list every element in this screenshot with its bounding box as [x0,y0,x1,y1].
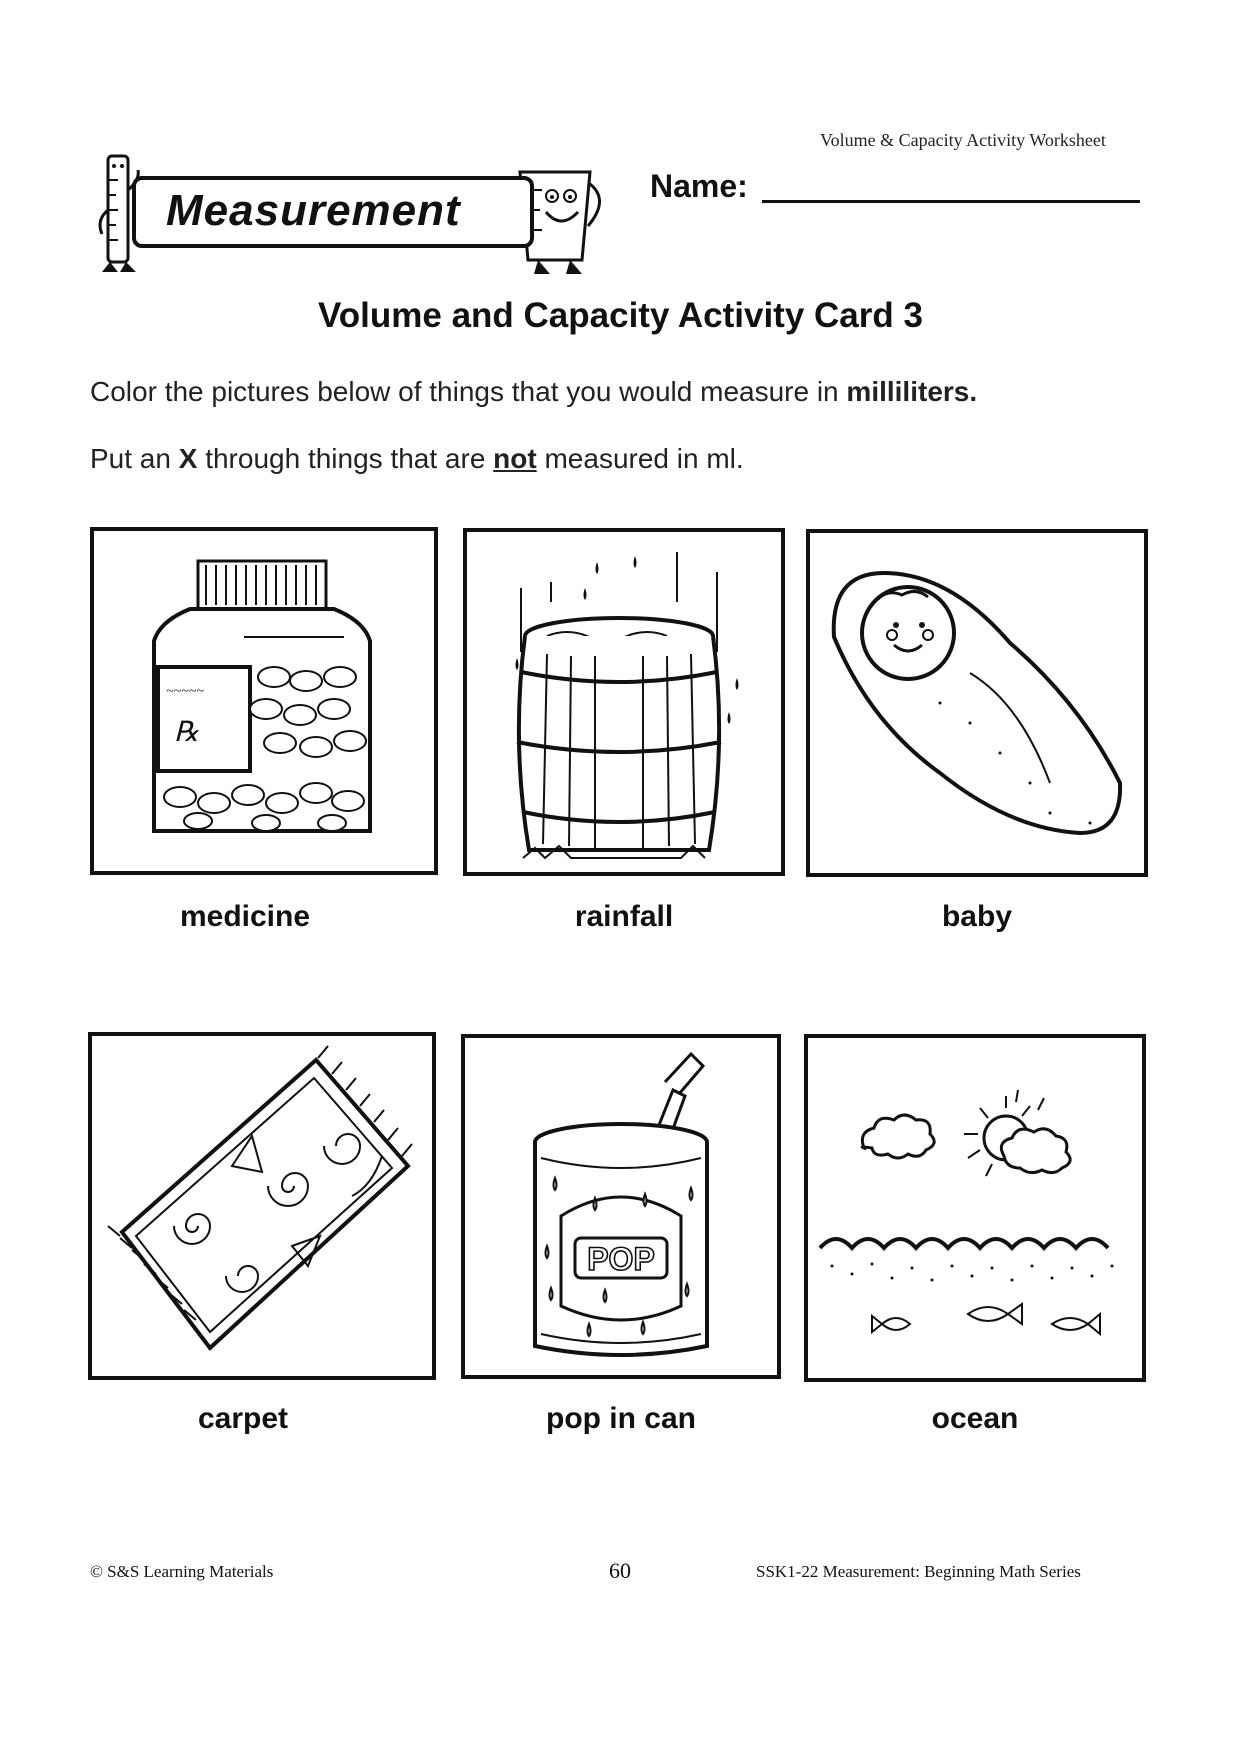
caption-ocean: ocean [931,1402,1019,1435]
instruction-line-2 [90,443,744,475]
picture-rainfall[interactable] [463,528,785,876]
caption-medicine: medicine [179,900,311,933]
instruction-2-pre: Put an [90,443,179,474]
footer-series: SSK1-22 Measurement: Beginning Math Series [756,1562,1081,1581]
banner-title: Measurement [166,186,461,235]
instruction-2-post: measured in ml. [536,443,744,474]
ocean-icon [808,1038,1142,1378]
page-number: 60 [609,1558,631,1583]
picture-carpet[interactable] [88,1032,436,1380]
name-input-line[interactable] [762,200,1140,203]
instruction-2-not: not [493,443,537,474]
picture-ocean[interactable] [804,1034,1146,1382]
can-label-text: POP [587,1241,655,1277]
picture-pop-in-can[interactable] [461,1034,781,1379]
caption-rainfall: rainfall [574,900,674,933]
instruction-line-1 [90,376,977,408]
worksheet-title: Volume & Capacity Activity Worksheet [820,130,1106,150]
svg-text:~~~~~: ~~~~~ [166,684,204,699]
medicine-jar-icon [94,531,434,871]
measurement-banner [90,150,610,280]
picture-medicine[interactable] [90,527,438,875]
baby-icon [810,533,1144,873]
instruction-2-x: X [178,443,198,474]
instruction-1-bold: milliliters. [846,376,978,407]
instruction-1-text: Color the pictures below of things that you would measure in [90,376,847,407]
footer-copyright: © S&S Learning Materials [90,1562,274,1581]
name-label: Name: [650,168,748,204]
carpet-icon [92,1036,432,1376]
pop-can-icon [465,1038,777,1375]
banner-frame [132,176,534,248]
picture-baby[interactable] [806,529,1148,877]
instruction-2-mid: through things that are [197,443,494,474]
caption-pop-in-can: pop in can [546,1402,696,1435]
caption-baby: baby [941,900,1013,933]
card-title: Volume and Capacity Activity Card 3 [318,296,923,335]
rain-barrel-icon [467,532,781,872]
svg-text:℞: ℞ [174,717,200,748]
caption-carpet: carpet [197,1402,289,1435]
